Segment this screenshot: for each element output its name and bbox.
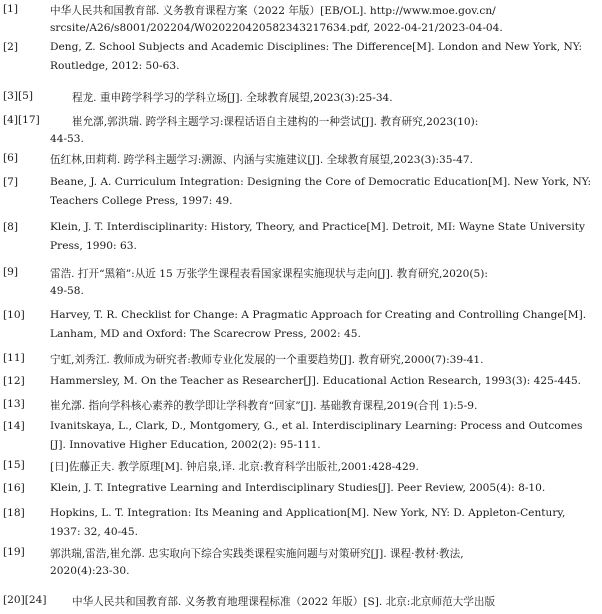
reference-text-line: [J]. Innovative Higher Education, 2002(2): 95-111. (50, 439, 321, 451)
reference-text-line: 宁虹,刘秀江. 教师成为研究者:教师专业化发展的一个重要趋势[J]. 教育研究,2000(7):39-41. (50, 354, 484, 366)
reference-text-line: 雷浩. 打开“黑箱”:从近 15 万张学生课程表看国家课程实施现状与走向[J]. 教育研究,2020(5): (50, 268, 488, 280)
reference-number: [14] (3, 420, 25, 432)
reference-text-line: 44-53. (50, 133, 84, 145)
reference-number: [1] (3, 3, 19, 15)
reference-number: [12] (3, 375, 25, 387)
reference-number: [19] (3, 546, 25, 558)
reference-text-line: 崔允漷,郭洪瑞. 跨学科主题学习:课程话语自主建构的一种尝试[J]. 教育研究,2023(10): (72, 116, 479, 128)
reference-number: [18] (3, 507, 25, 519)
reference-number: [10] (3, 309, 25, 321)
reference-text-line: Lanham, MD and Oxford: The Scarecrow Press, 2002: 45. (50, 328, 361, 340)
reference-text-line: 伍红林,田莉莉. 跨学科主题学习:溯源、内涵与实施建议[J]. 全球教育展望,2023(3):35-47. (50, 154, 473, 166)
reference-text-line: Routledge, 2012: 50-63. (50, 60, 180, 72)
reference-text-line: Deng, Z. School Subjects and Academic Disciplines: The Difference[M]. London and New York, NY: (50, 41, 583, 53)
reference-number: [4][17] (3, 114, 40, 126)
reference-text-line: 程龙. 重申跨学科学习的学科立场[J]. 全球教育展望,2023(3):25-34. (72, 92, 393, 104)
reference-number: [9] (3, 266, 19, 278)
reference-text-line: Klein, J. T. Interdisciplinarity: History, Theory, and Practice[M]. Detroit, MI: Wayne State University (50, 221, 585, 233)
reference-text-line: 崔允漷. 指向学科核心素养的教学即让学科教育“回家”[J]. 基础教育课程,2019(合刊 1):5-9. (50, 400, 478, 412)
reference-text-line: Teachers College Press, 1997: 49. (50, 195, 233, 207)
reference-text-line: [日]佐藤正夫. 教学原理[M]. 钟启泉,译. 北京:教育科学出版社,2001:428-429. (50, 461, 419, 473)
reference-text-line: 2020(4):23-30. (50, 565, 130, 577)
reference-number: [16] (3, 482, 25, 494)
reference-text-line: Hammersley, M. On the Teacher as Researcher[J]. Educational Action Research, 1993(3): 425-445. (50, 375, 582, 387)
reference-text-line: Klein, J. T. Integrative Learning and Interdisciplinary Studies[J]. Peer Review, 2005(4): 8-10. (50, 482, 546, 494)
reference-number: [8] (3, 221, 19, 233)
reference-text-line: 郭洪瑞,雷浩,崔允漷. 忠实取向下综合实践类课程实施问题与对策研究[J]. 课程·教材·教法, (50, 548, 464, 560)
reference-text-line: 中华人民共和国教育部. 义务教育课程方案（2022 年版）[EB/OL]. http://www.moe.gov.cn/ (50, 5, 496, 17)
reference-text-line: srcsite/A26/s8001/202204/W020220420582343217634.pdf, 2022-04-21/2023-04-04. (50, 22, 503, 34)
reference-number: [3][5] (3, 90, 34, 102)
reference-number: [6] (3, 152, 19, 164)
reference-number: [7] (3, 176, 19, 188)
reference-text-line: Ivanitskaya, L., Clark, D., Montgomery, G., et al. Interdisciplinary Learning: Process and Outcomes (50, 420, 583, 432)
reference-text-line: 49-58. (50, 285, 84, 297)
reference-number: [20][24] (3, 594, 47, 606)
reference-text-line: Harvey, T. R. Checklist for Change: A Pragmatic Approach for Creating and Controlling Change[M]. (50, 309, 587, 321)
reference-text-line: 中华人民共和国教育部. 义务教育地理课程标准（2022 年版）[S]. 北京:北京师范大学出版 (72, 596, 496, 608)
reference-text-line: Beane, J. A. Curriculum Integration: Designing the Core of Democratic Education[M]. New York, NY: (50, 176, 592, 188)
reference-text-line: Press, 1990: 63. (50, 240, 137, 252)
reference-number: [2] (3, 41, 19, 53)
reference-number: [13] (3, 398, 25, 410)
reference-text-line: Hopkins, L. T. Integration: Its Meaning and Application[M]. New York, NY: D. Appleton-Century, (50, 507, 566, 519)
reference-number: [15] (3, 459, 25, 471)
reference-number: [11] (3, 352, 25, 364)
reference-text-line: 1937: 32, 40-45. (50, 526, 139, 538)
